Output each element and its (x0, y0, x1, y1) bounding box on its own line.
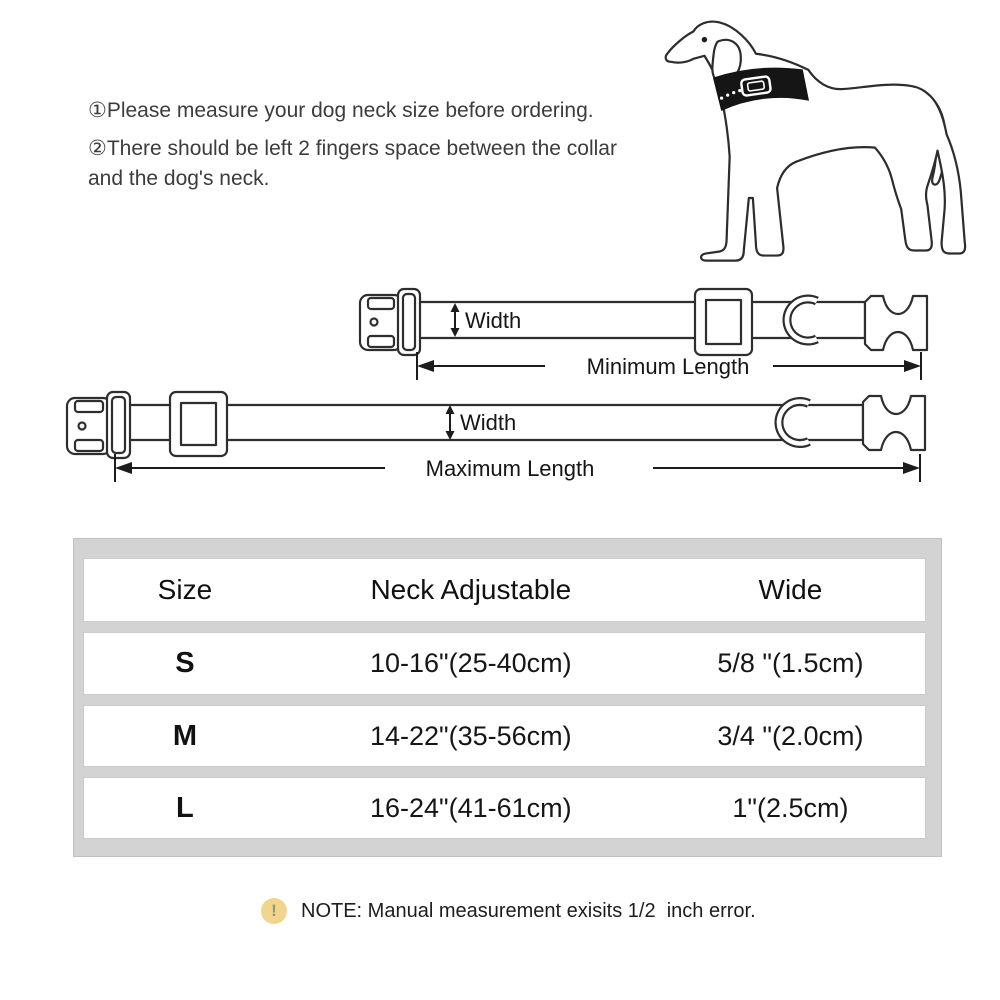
table-row (83, 705, 926, 767)
width-label: Width (460, 410, 517, 435)
row-neck: 16-24"(41-61cm) (370, 792, 572, 823)
table-row (83, 632, 926, 695)
buckle-male (865, 296, 927, 350)
max-length-label: Maximum Length (425, 456, 595, 481)
dog-body (666, 22, 965, 261)
measuring-instructions (88, 96, 636, 202)
buckle-tab-top (75, 401, 103, 412)
row-size: L (176, 791, 194, 824)
max-length-diagram (55, 388, 945, 490)
buckle-hole (79, 423, 86, 430)
buckle-tab-bottom (368, 336, 394, 347)
buckle-hole (371, 319, 378, 326)
min-length-label: Minimum Length (586, 354, 750, 379)
instruction-1: ①Please measure your dog neck size before ordering. (88, 99, 594, 122)
row-size: S (175, 647, 195, 679)
buckle-clamp-inner (112, 397, 125, 453)
min-length-diagram (350, 280, 940, 388)
slider-inner (706, 300, 741, 344)
row-wide: 3/4 "(2.0cm) (717, 720, 864, 751)
row-neck: 10-16"(25-40cm) (370, 648, 572, 678)
instruction-2: ②There should be left 2 fingers space between the collar and the dog's neck. (88, 137, 617, 190)
table-row (83, 777, 926, 839)
exclamation-icon: ! (261, 898, 287, 924)
header-size: Size (157, 574, 213, 605)
dog-illustration (655, 10, 990, 265)
width-label: Width (465, 308, 522, 333)
buckle-male (863, 396, 925, 450)
row-size: M (172, 719, 197, 752)
row-wide: 5/8 "(1.5cm) (717, 648, 864, 678)
note-text: NOTE: Manual measurement exisits 1/2 inch error. (301, 899, 756, 922)
table-header-row (83, 558, 926, 622)
size-table (73, 538, 942, 857)
measurement-note (261, 898, 756, 924)
header-wide: Wide (758, 574, 823, 605)
slider-inner (181, 403, 216, 445)
buckle-tab-top (368, 298, 394, 309)
row-wide: 1"(2.5cm) (732, 792, 849, 823)
dog-eye (702, 37, 707, 42)
row-neck: 14-22"(35-56cm) (370, 720, 572, 751)
buckle-clamp-inner (403, 294, 415, 350)
buckle-tab-bottom (75, 440, 103, 451)
header-neck-adjustable: Neck Adjustable (370, 574, 572, 605)
